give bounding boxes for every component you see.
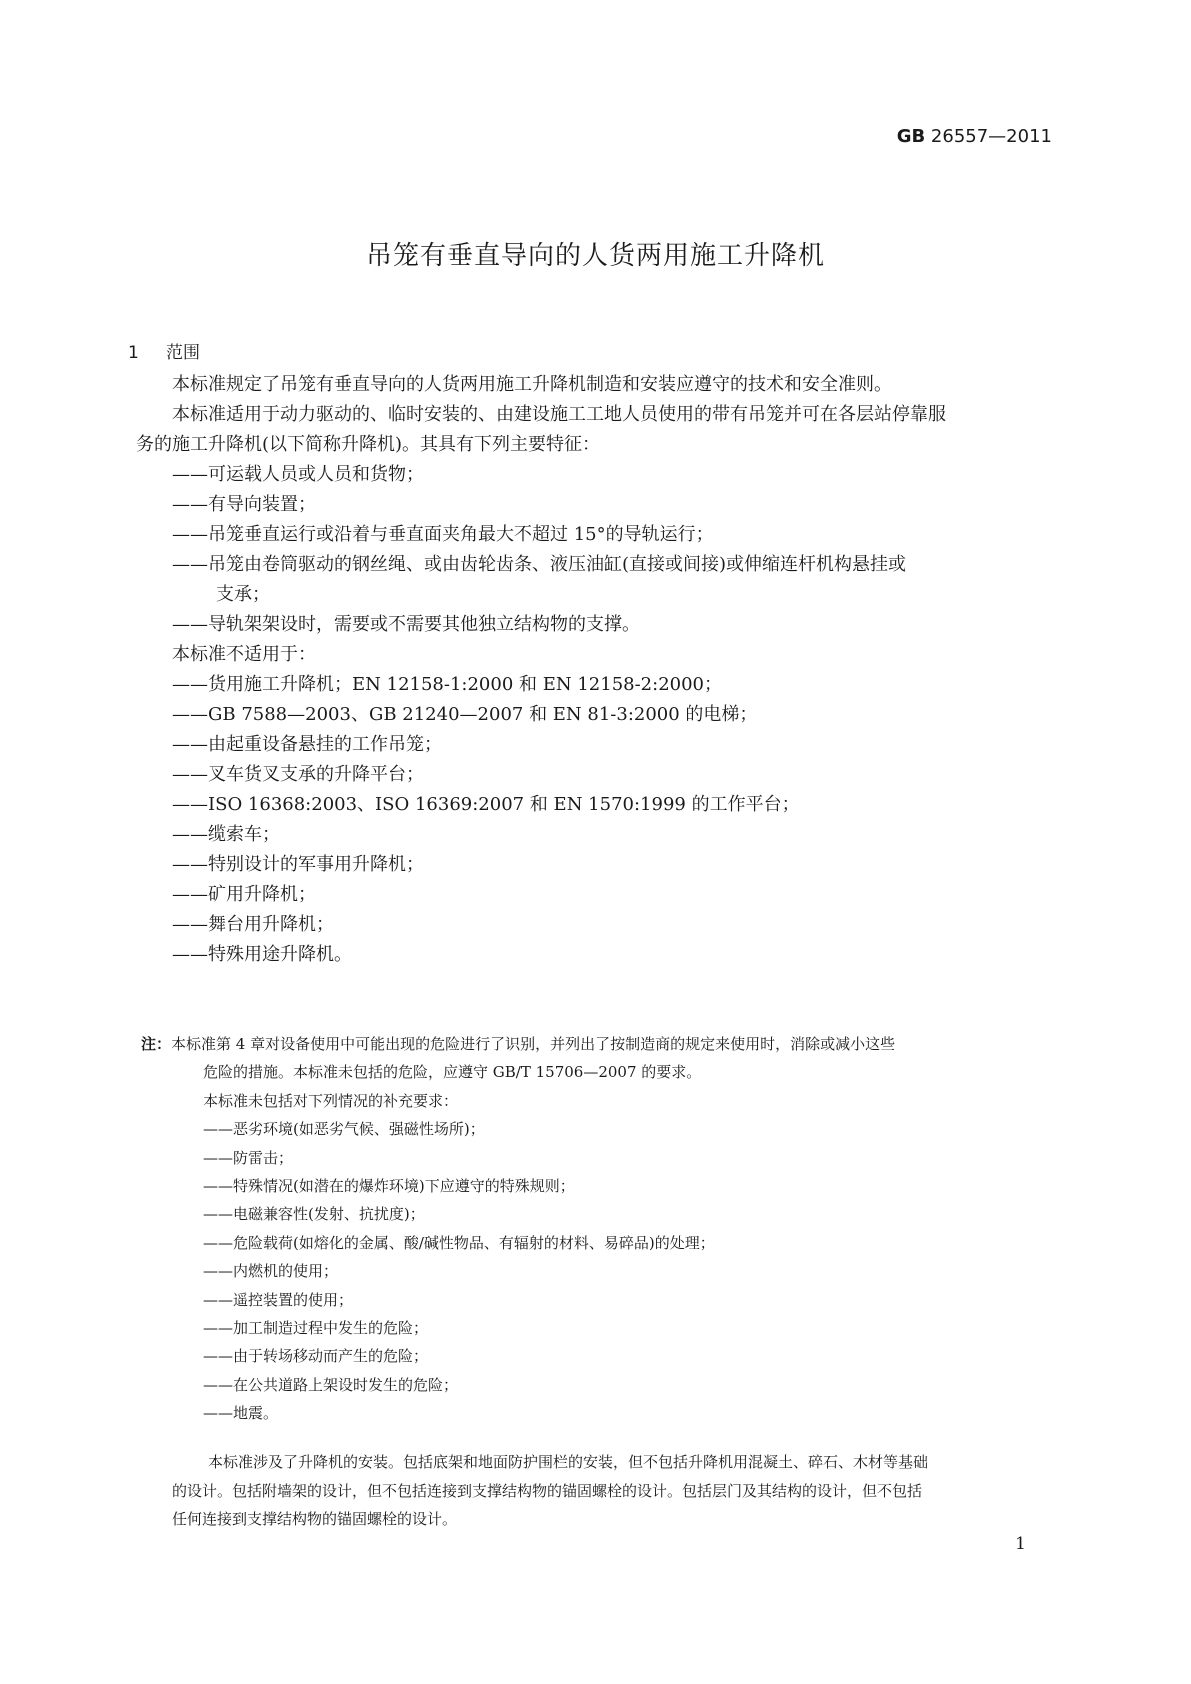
feature-item: ——导轨架架设时，需要或不需要其他独立结构物的支撑。: [172, 614, 640, 635]
scope-body: [136, 370, 1056, 970]
exclusion-item: ——ISO 16368:2003、ISO 16369:2007 和 EN 1570:1999 的工作平台；: [172, 794, 800, 815]
feature-item-continuation: 支承；: [216, 584, 270, 605]
not-applicable-intro: 本标准不适用于：: [172, 644, 316, 665]
exclusion-item: ——GB 7588—2003、GB 21240—2007 和 EN 81-3:2000 的电梯；: [172, 704, 758, 725]
exclusion-item: ——特别设计的军事用升降机；: [172, 854, 424, 875]
note-line-2: 危险的措施。本标准未包括的危险，应遵守 GB/T 15706—2007 的要求。: [203, 1063, 702, 1082]
exclusion-item: ——舞台用升降机；: [172, 914, 334, 935]
standard-number: 26557—2011: [930, 126, 1052, 147]
note-block: [141, 1030, 1056, 1428]
exclusion-item: ——叉车货叉支承的升降平台；: [172, 764, 424, 785]
note-item: ——危险载荷(如熔化的金属、酸/碱性物品、有辐射的材料、易碎品)的处理；: [203, 1233, 715, 1252]
note-line-1: [141, 1030, 1056, 1058]
note-item: ——电磁兼容性(发射、抗扰度)；: [203, 1205, 425, 1224]
note-text-1: 本标准第 4 章对设备使用中可能出现的危险进行了识别，并列出了按制造商的规定来使用时，消除或减小这些: [171, 1035, 896, 1053]
feature-item: ——有导向装置；: [172, 494, 316, 515]
note-item: ——遥控装置的使用；: [203, 1290, 354, 1309]
note-item: ——加工制造过程中发生的危险；: [203, 1319, 429, 1338]
exclusion-item: ——缆索车；: [172, 824, 280, 845]
feature-item: ——吊笼由卷筒驱动的钢丝绳、或由齿轮齿条、液压油缸(直接或间接)或伸缩连杆机构悬挂或: [172, 554, 907, 575]
standard-code: [897, 126, 1052, 147]
note-item: ——特殊情况(如潜在的爆炸环境)下应遵守的特殊规则；: [203, 1177, 575, 1196]
note-item: ——由于转场移动而产生的危险；: [203, 1347, 429, 1366]
paragraph-2a: 本标准适用于动力驱动的、临时安装的、由建设施工工地人员使用的带有吊笼并可在各层站停靠服: [172, 404, 946, 425]
installation-paragraph: [172, 1448, 1056, 1534]
paragraph-2b: 务的施工升降机(以下简称升降机)。其具有下列主要特征：: [136, 434, 601, 455]
paragraph-1: 本标准规定了吊笼有垂直导向的人货两用施工升降机制造和安装应遵守的技术和安全准则。: [172, 374, 892, 395]
standard-prefix: GB: [896, 126, 926, 147]
section-title: 范围: [166, 343, 200, 363]
note-label: 注：: [141, 1035, 172, 1053]
exclusion-item: ——由起重设备悬挂的工作吊笼；: [172, 734, 442, 755]
document-title: 吊笼有垂直导向的人货两用施工升降机: [365, 241, 825, 271]
exclusion-item: ——矿用升降机；: [172, 884, 316, 905]
feature-item: ——可运载人员或人员和货物；: [172, 464, 424, 485]
exclusion-item: ——货用施工升降机；EN 12158-1:2000 和 EN 12158-2:2000；: [172, 674, 723, 695]
page-number: 1: [1015, 1534, 1026, 1554]
feature-item: ——吊笼垂直运行或沿着与垂直面夹角最大不超过 15°的导轨运行；: [172, 524, 714, 545]
note-supplement-intro: 本标准未包括对下列情况的补充要求：: [203, 1091, 459, 1110]
note-item: ——恶劣环境(如恶劣气候、强磁性场所)；: [203, 1120, 485, 1139]
note-item: ——地震。: [203, 1404, 279, 1423]
final-line-1: 本标准涉及了升降机的安装。包括底架和地面防护围栏的安装，但不包括升降机用混凝土、碎石、木材等基础: [208, 1453, 929, 1471]
final-line-2: 的设计。包括附墙架的设计，但不包括连接到支撑结构物的锚固螺栓的设计。包括层门及其结构的设计，但不包括: [172, 1481, 923, 1500]
section-heading: [128, 338, 200, 363]
exclusion-item: ——特殊用途升降机。: [172, 944, 352, 965]
section-number: 1: [128, 343, 139, 363]
final-line-3: 任何连接到支撑结构物的锚固螺栓的设计。: [172, 1510, 458, 1529]
note-item: ——在公共道路上架设时发生的危险；: [203, 1375, 459, 1394]
note-item: ——防雷击；: [203, 1148, 294, 1167]
note-item: ——内燃机的使用；: [203, 1262, 339, 1281]
